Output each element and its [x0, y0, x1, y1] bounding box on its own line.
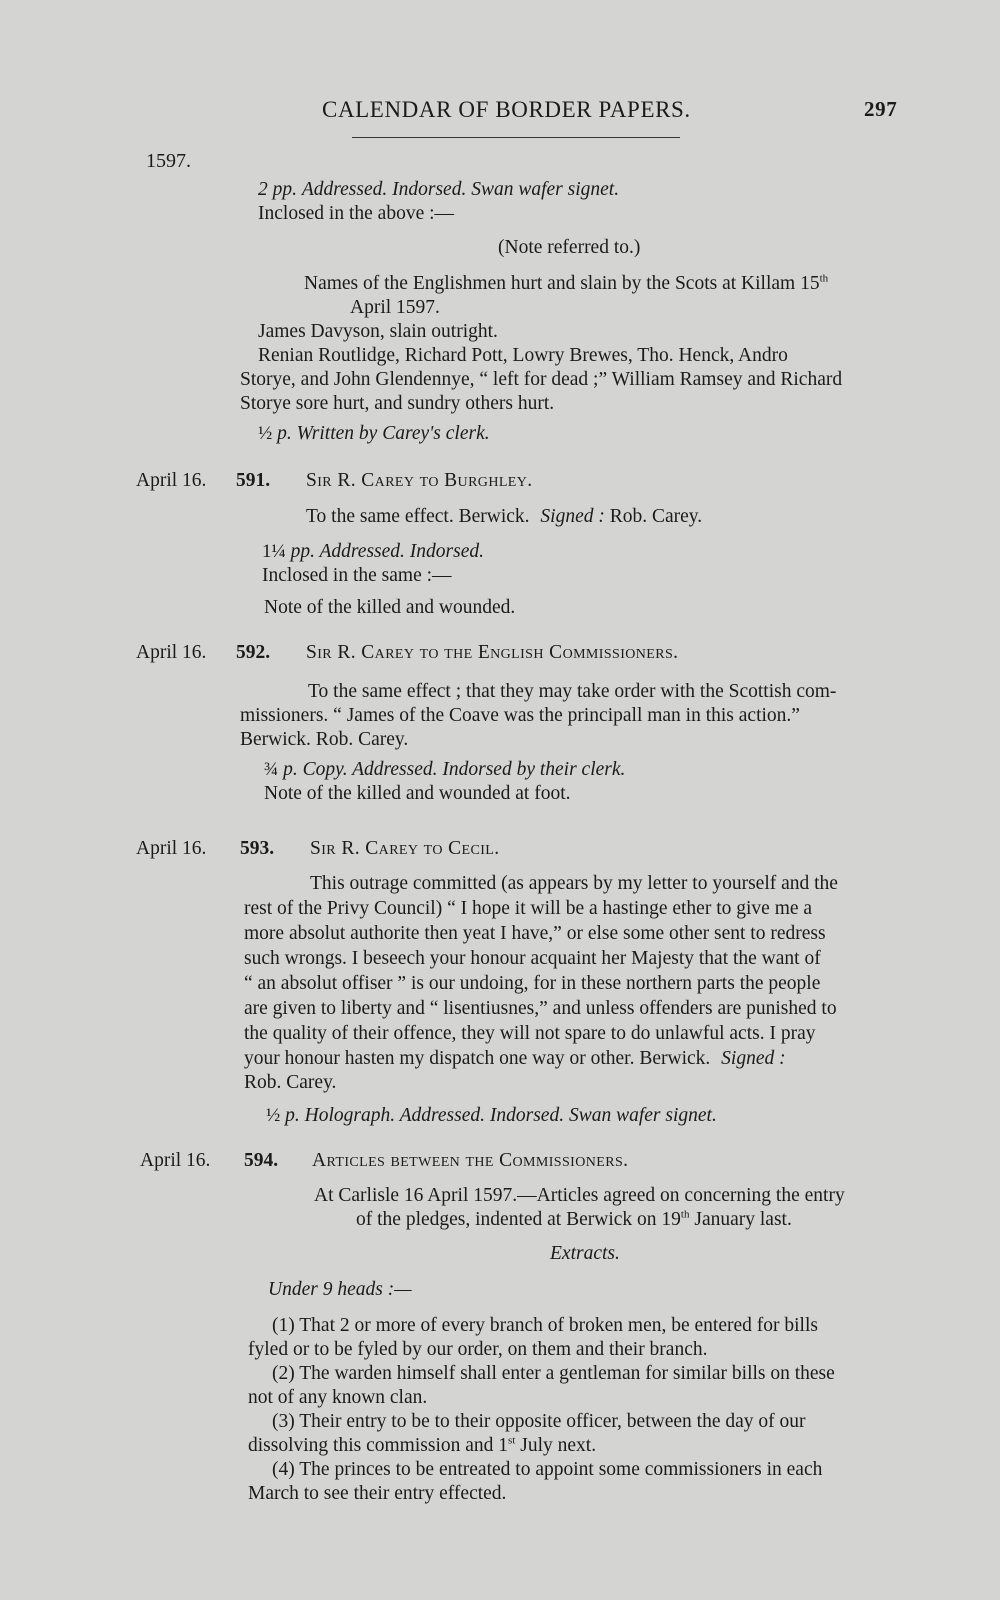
year-label: 1597. [146, 150, 191, 172]
entry-594-line-2 [356, 1208, 792, 1232]
article-item-3b [248, 1434, 596, 1458]
signer: Rob. Carey. [609, 506, 703, 527]
storye-line-1: Storye, and John Glendennye, “ left for dead ;” William Ramsey and Richard [240, 369, 843, 390]
entry-593-signer: Rob. Carey. [244, 1072, 337, 1093]
entry-594-date: April 16. [140, 1150, 211, 1171]
entry-594-line-1: At Carlisle 16 April 1597.—Articles agreed on concerning the entry [314, 1185, 845, 1206]
article-item: fyled or to be fyled by our order, on them and their branch. [248, 1339, 708, 1360]
entry-592-line-2: missioners. “ James of the Coave was the principall man in this action.” [240, 705, 800, 726]
entry-591-number: 591. [236, 470, 271, 491]
names-line-1 [304, 272, 828, 296]
description-text: Addressed. Indorsed. Swan wafer signet. [301, 179, 620, 200]
description-text: p. Written by Carey's clerk. [277, 423, 490, 444]
entry-591-note: Note of the killed and wounded. [264, 597, 516, 618]
pages-count: 2 pp. [258, 179, 297, 200]
signed-label: Signed : [540, 506, 605, 527]
running-title: CALENDAR OF BORDER PAPERS. [322, 97, 691, 122]
entry-592-line-3: Berwick. Rob. Carey. [240, 729, 409, 750]
description-text: pp. Addressed. Indorsed. [290, 541, 484, 562]
letter-line: more absolut authorite then yeat I have,” or else some other sent to redress [244, 923, 826, 944]
article-item: (1) That 2 or more of every branch of broken men, be entered for bills [272, 1315, 818, 1336]
line-text: of the pledges, indented at Berwick on 19 [356, 1209, 681, 1230]
entry-592-note: Note of the killed and wounded at foot. [264, 783, 571, 804]
entry-591-inclosed: Inclosed in the same :— [262, 565, 452, 586]
storye-line-2: Storye sore hurt, and sundry others hurt. [240, 393, 555, 414]
line-text: dissolving this commission and 1 [248, 1435, 509, 1456]
fraction: ¾ [264, 759, 279, 780]
entry-590-description [258, 178, 619, 202]
entry-593-date: April 16. [136, 838, 207, 859]
letter-line: “ an absolut offiser ” is our undoing, for in these northern parts the people [244, 973, 821, 994]
davyson-line: James Davyson, slain outright. [258, 321, 498, 342]
names-line-1-text: Names of the Englishmen hurt and slain by the Scots at Killam 15 [304, 273, 820, 294]
article-item: (4) The princes to be entreated to appoint some commissioners in each [272, 1459, 823, 1480]
entry-592-date: April 16. [136, 642, 207, 663]
entry-591-body [306, 505, 702, 529]
line-text: July next. [515, 1435, 597, 1456]
header-rule [352, 137, 680, 138]
entry-592-description [264, 758, 625, 782]
note-heading: (Note referred to.) [498, 237, 641, 258]
entry-592-number: 592. [236, 642, 271, 663]
line-text: January last. [689, 1209, 792, 1230]
entry-594-title: Articles between the Commissioners. [312, 1150, 629, 1171]
entry-593-number: 593. [240, 838, 275, 859]
entry-590-description-2 [258, 422, 490, 446]
entry-593-description [266, 1104, 717, 1128]
letter-line-last [244, 1047, 786, 1071]
article-item: (2) The warden himself shall enter a gentleman for similar bills on these [272, 1363, 835, 1384]
entry-592-title: Sir R. Carey to the English Commissioners. [306, 642, 679, 663]
names-line-2: April 1597. [350, 297, 440, 318]
article-item: March to see their entry effected. [248, 1483, 507, 1504]
superscript: th [819, 272, 829, 285]
superscript: th [680, 1208, 690, 1221]
letter-line: are given to liberty and “ lisentiusnes,” and unless offenders are punished to [244, 998, 837, 1019]
entry-591-date: April 16. [136, 470, 207, 491]
page-number: 297 [864, 97, 898, 121]
letter-line: such wrongs. I beseech your honour acquaint her Majesty that the want of [244, 948, 821, 969]
extracts-heading: Extracts. [550, 1243, 620, 1264]
body-text: To the same effect. Berwick. [306, 506, 530, 527]
letter-line: rest of the Privy Council) “ I hope it will be a hastinge ether to give me a [244, 898, 813, 919]
fraction: ½ [258, 423, 273, 444]
fraction: 1¼ [262, 541, 286, 562]
letter-line: the quality of their offence, they will not spare to do unlawful acts. I pray [244, 1023, 816, 1044]
entry-591-description [262, 540, 484, 564]
fraction: ½ [266, 1105, 281, 1126]
letter-line-text: your honour hasten my dispatch one way or other. Berwick. [244, 1048, 711, 1069]
article-item: (3) Their entry to be to their opposite officer, between the day of our [272, 1411, 806, 1432]
under-heads-line: Under 9 heads :— [268, 1279, 412, 1300]
signed-label: Signed : [721, 1048, 786, 1069]
inclosed-line: Inclosed in the above :— [258, 203, 455, 224]
renian-line: Renian Routlidge, Richard Pott, Lowry Brewes, Tho. Henck, Andro [258, 345, 788, 366]
letter-line: This outrage committed (as appears by my letter to yourself and the [310, 873, 838, 894]
description-text: p. Holograph. Addressed. Indorsed. Swan wafer signet. [285, 1105, 717, 1126]
entry-593-title: Sir R. Carey to Cecil. [310, 838, 500, 859]
description-text: p. Copy. Addressed. Indorsed by their clerk. [283, 759, 626, 780]
entry-591-title: Sir R. Carey to Burghley. [306, 470, 533, 491]
entry-592-line-1: To the same effect ; that they may take order with the Scottish com- [308, 681, 837, 702]
article-item: not of any known clan. [248, 1387, 428, 1408]
superscript: st [508, 1434, 516, 1447]
entry-594-number: 594. [244, 1150, 279, 1171]
